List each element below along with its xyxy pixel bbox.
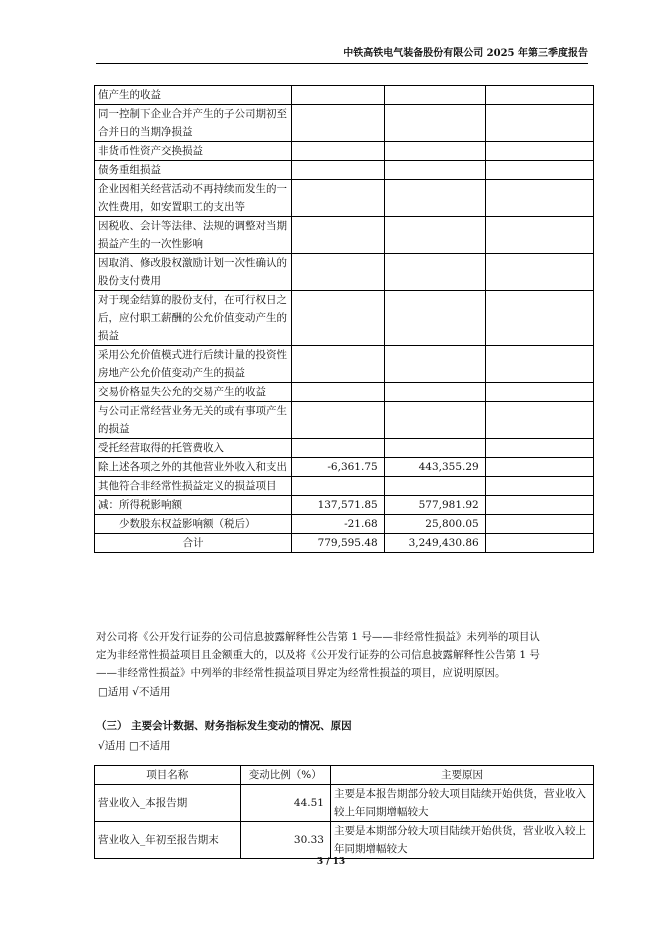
row-note (485, 86, 593, 105)
table-row (95, 86, 594, 105)
change-reason: 主要是本报告期部分较大项目陆续开始供货，营业收入较上年同期增幅较大 (330, 785, 593, 822)
row-note (485, 105, 593, 142)
table-row (95, 439, 594, 458)
section-title: （三） 主要会计数据、财务指标发生变动的情况、原因 (96, 720, 352, 732)
table-row (95, 142, 594, 161)
row-note (485, 180, 593, 217)
row-ytd (384, 180, 485, 217)
row-item: 其他符合非经常性损益定义的损益项目 (95, 477, 292, 496)
change-item: 营业收入_本报告期 (95, 785, 241, 822)
row-current (291, 142, 384, 161)
row-ytd (384, 105, 485, 142)
row-note (485, 383, 593, 402)
row-item: 同一控制下企业合并产生的子公司期初至合并日的当期净损益 (95, 105, 292, 142)
row-current (291, 383, 384, 402)
row-current: -6,361.75 (291, 458, 384, 477)
table-row (95, 477, 594, 496)
row-current: -21.68 (291, 515, 384, 534)
row-current (291, 217, 384, 254)
row-note (485, 534, 593, 553)
row-ytd (384, 142, 485, 161)
row-note (485, 458, 593, 477)
row-current: 137,571.85 (291, 496, 384, 515)
row-ytd (384, 346, 485, 383)
table-row (95, 291, 594, 346)
page-number: 3 / 13 (316, 857, 346, 867)
table-row (95, 515, 594, 534)
row-current (291, 291, 384, 346)
row-note (485, 254, 593, 291)
row-item: 债务重组损益 (95, 161, 292, 180)
row-current (291, 180, 384, 217)
row-item: 受托经营取得的托管费收入 (95, 439, 292, 458)
table-header-row (95, 766, 594, 785)
row-item: 合计 (95, 534, 292, 553)
row-ytd (384, 86, 485, 105)
row-item: 值产生的收益 (95, 86, 292, 105)
row-ytd (384, 161, 485, 180)
row-note (485, 346, 593, 383)
row-current (291, 254, 384, 291)
explanation-paragraph (96, 628, 594, 682)
change-table (94, 765, 594, 859)
row-ytd: 443,355.29 (384, 458, 485, 477)
table-row (95, 496, 594, 515)
table-row (95, 217, 594, 254)
row-current (291, 439, 384, 458)
table-row (95, 254, 594, 291)
row-note (485, 515, 593, 534)
row-current: 779,595.48 (291, 534, 384, 553)
table-row (95, 534, 594, 553)
paragraph-line: 定为非经常性损益项目且金额重大的，以及将《公开发行证券的公司信息披露解释性公告第 1 号 (96, 649, 540, 661)
row-current (291, 161, 384, 180)
row-item: 企业因相关经营活动不再持续而发生的一次性费用，如安置职工的支出等 (95, 180, 292, 217)
row-ytd: 25,800.05 (384, 515, 485, 534)
header-reason: 主要原因 (330, 766, 593, 785)
row-ytd (384, 383, 485, 402)
table-row (95, 180, 594, 217)
row-item: 非货币性资产交换损益 (95, 142, 292, 161)
table-row (95, 105, 594, 142)
paragraph-line: ——非经常性损益》中列举的非经常性损益项目界定为经常性损益的项目，应说明原因。 (96, 667, 506, 679)
header-ratio: 变动比例（%） (240, 766, 330, 785)
table-row (95, 822, 594, 859)
row-item: 采用公允价值模式进行后续计量的投资性房地产公允价值变动产生的损益 (95, 346, 292, 383)
row-item: 除上述各项之外的其他营业外收入和支出 (95, 458, 292, 477)
change-ratio: 44.51 (240, 785, 330, 822)
row-ytd (384, 217, 485, 254)
row-current (291, 346, 384, 383)
row-item: 与公司正常经营业务无关的或有事项产生的损益 (95, 402, 292, 439)
nonrecurring-table (94, 85, 594, 553)
table-row (95, 785, 594, 822)
row-ytd: 577,981.92 (384, 496, 485, 515)
table-row (95, 346, 594, 383)
applicability-checkbox-1: □适用 √不适用 (98, 686, 171, 698)
change-item: 营业收入_年初至报告期末 (95, 822, 241, 859)
row-note (485, 161, 593, 180)
applicability-checkbox-2: √适用 □不适用 (98, 740, 171, 752)
row-note (485, 477, 593, 496)
table-row (95, 402, 594, 439)
row-ytd (384, 477, 485, 496)
row-ytd (384, 439, 485, 458)
row-item: 少数股东权益影响额（税后） (95, 515, 292, 534)
row-note (485, 291, 593, 346)
row-current (291, 105, 384, 142)
row-note (485, 402, 593, 439)
row-ytd (384, 291, 485, 346)
row-item: 减：所得税影响额 (95, 496, 292, 515)
row-item: 因取消、修改股权激励计划一次性确认的股份支付费用 (95, 254, 292, 291)
header-rule (96, 63, 588, 64)
table-row (95, 458, 594, 477)
change-reason: 主要是本期部分较大项目陆续开始供货，营业收入较上年同期增幅较大 (330, 822, 593, 859)
row-item: 因税收、会计等法律、法规的调整对当期损益产生的一次性影响 (95, 217, 292, 254)
change-ratio: 30.33 (240, 822, 330, 859)
row-current (291, 477, 384, 496)
row-current (291, 402, 384, 439)
table-row (95, 383, 594, 402)
report-header: 中铁高铁电气装备股份有限公司 2025 年第三季度报告 (343, 48, 588, 59)
row-current (291, 86, 384, 105)
row-ytd (384, 402, 485, 439)
row-ytd (384, 254, 485, 291)
row-ytd: 3,249,430.86 (384, 534, 485, 553)
row-note (485, 439, 593, 458)
row-item: 交易价格显失公允的交易产生的收益 (95, 383, 292, 402)
header-item: 项目名称 (95, 766, 241, 785)
table-row (95, 161, 594, 180)
row-item: 对于现金结算的股份支付，在可行权日之后，应付职工薪酬的公允价值变动产生的损益 (95, 291, 292, 346)
row-note (485, 496, 593, 515)
paragraph-line: 对公司将《公开发行证券的公司信息披露解释性公告第 1 号——非经常性损益》未列举的项目认 (96, 631, 540, 643)
row-note (485, 142, 593, 161)
row-note (485, 217, 593, 254)
